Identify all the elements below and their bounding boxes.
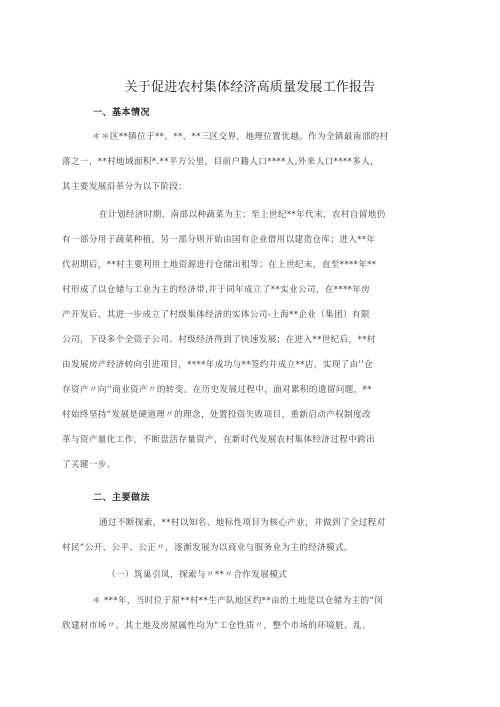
paragraph-line: 落之一，**村地域面积*.**平方公里，目前户籍人口****人,外来人口****多人， <box>62 157 379 167</box>
paragraph-line: ＊ ***年，当时位于原**村**生产队地区约**亩的土地是以仓储为主的“闵 <box>92 596 384 606</box>
paragraph-line: 产开发后，其进一步成立了村级集体经济的实体公司-上海**企业（集团）有限 <box>62 310 370 320</box>
paragraph-line: 村民“公开、公平、公正〃，逐渐发展为以商业与服务业为主的经济模式。 <box>62 543 354 553</box>
paragraph-line: 村形成了以仓储与工业为主的经济带,并于同年成立了**实业公司，在****年房 <box>62 285 371 295</box>
paragraph-line: 通过不断探索，**村以知名、地标性项目为核心产业，并做到了全过程对 <box>99 518 386 528</box>
section-heading-2: 二、主要做法 <box>93 493 151 503</box>
paragraph-line: 革与资产量化工作，不断盘活存量资产，在新时代发展农村集体经济过程中跨出 <box>62 435 376 445</box>
subsection-heading: （一）筑巢引凤，探索与〃**〃合作发展模式 <box>107 570 288 580</box>
paragraph-line: 了关键一步。 <box>62 460 116 470</box>
paragraph-line: 代初期后，**村主要利用土地资源进行仓储出租等；在上世纪末，直至****年** <box>62 260 377 270</box>
section-heading-1: 一、基本情况 <box>93 108 151 118</box>
paragraph-line: 有一部分用于蔬菜种植，另一部分则开始由国有企业借用以建造仓库；进入**年 <box>62 235 376 245</box>
document-title: 关于促进农村集体经济高质量发展工作报告 <box>124 80 376 95</box>
paragraph-line: 由发展房产经济转向引进项目，****年成功与**签约并成立**店，实现了由''仓 <box>62 360 373 370</box>
paragraph-line: 存资产〃向''商业资产〃的转变。在历史发展过程中，面对累积的遗留问题，** <box>62 385 372 395</box>
paragraph-line: 其主要发展沿革分为以下阶段： <box>62 182 188 192</box>
paragraph-line: ＊＊区**镇位于**、**、**三区交界，地理位置优越。作为全镇最南部的村 <box>92 132 389 142</box>
paragraph-line: 村始终坚持“发展是硬道理〃的理念，处置投资失败项目，重新启动产权制度改 <box>62 410 371 420</box>
paragraph-line: 在计划经济时期，南部以种蔬菜为主；至上世纪**年代末，农村自留地仍 <box>99 210 386 220</box>
paragraph-line: 欣建材市场〃，其土地及房屋属性均为“工仓性质〃，整个市场的环境脏、乱、 <box>62 621 371 631</box>
paragraph-line: 公司，下设多个全资子公司。村级经济得到了快速发展；在进入**世纪后，**村 <box>62 335 376 345</box>
